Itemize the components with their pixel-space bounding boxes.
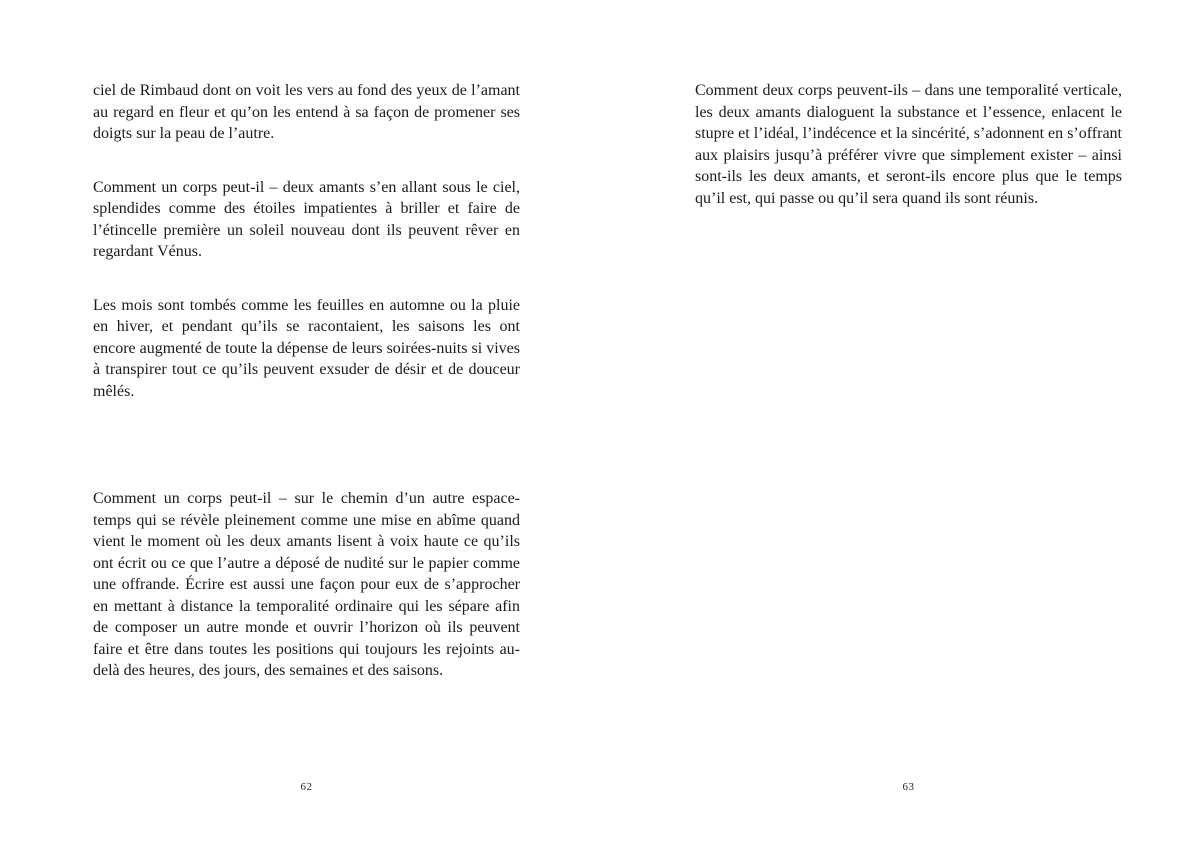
paragraph: Comment un corps peut-il – deux amants s’en allant sous le ciel, splendides comme des étoiles impatientes à briller et faire de l’étincelle première un soleil nouveau dont ils peuvent rêver en regardant Vénus.	[93, 178, 520, 260]
page-number-right: 63	[902, 781, 915, 793]
paragraph: Comment un corps peut-il – sur le chemin d’un autre espace-temps qui se révèle pleinement comme une mise en abîme quand vient le moment où les deux amants lisent à voix haute ce qu’ils ont écrit ou ce que l’autre a déposé de nudité sur le papier comme une offrande. Écrire est aussi une façon pour eux de s’approcher en mettant à distance la temporalité ordinaire qui les sépare afin de composer un autre monde et ouvrir l’horizon où ils peuvent faire et être dans toutes les positions qui toujours les rejoints au-delà des heures, des jours, des semaines et des saisons.	[93, 490, 520, 679]
paragraph: Comment deux corps peuvent-ils – dans une temporalité verticale, les deux amants dialoguent la substance et l’essence, enlacent le stupre et l’idéal, l’indécence et la sincérité, s’adonnent en s’offrant aux plaisirs jusqu’à préférer vivre que simplement exister – ainsi sont-ils les deux amants, et seront-ils encore plus que le temps qu’il est, qui passe ou qu’il sera quand ils sont réunis.	[695, 82, 1122, 207]
page-left	[93, 0, 520, 849]
paragraph: ciel de Rimbaud dont on voit les vers au fond des yeux de l’amant au regard en fleur et qu’on les entend à sa façon de promener ses doigts sur la peau de l’autre.	[93, 82, 520, 142]
paragraph: Les mois sont tombés comme les feuilles en automne ou la pluie en hiver, et pendant qu’ils se racontaient, les saisons les ont encore augmenté de toute la dépense de leurs soirées-nuits si vives à transpirer tout ce qu’ils peuvent exsuder de désir et de douceur mêlés.	[93, 296, 520, 400]
page-right-text	[695, 80, 1122, 241]
page-right	[695, 0, 1122, 849]
page-number-left: 62	[300, 781, 313, 793]
page-left-text	[93, 80, 520, 714]
